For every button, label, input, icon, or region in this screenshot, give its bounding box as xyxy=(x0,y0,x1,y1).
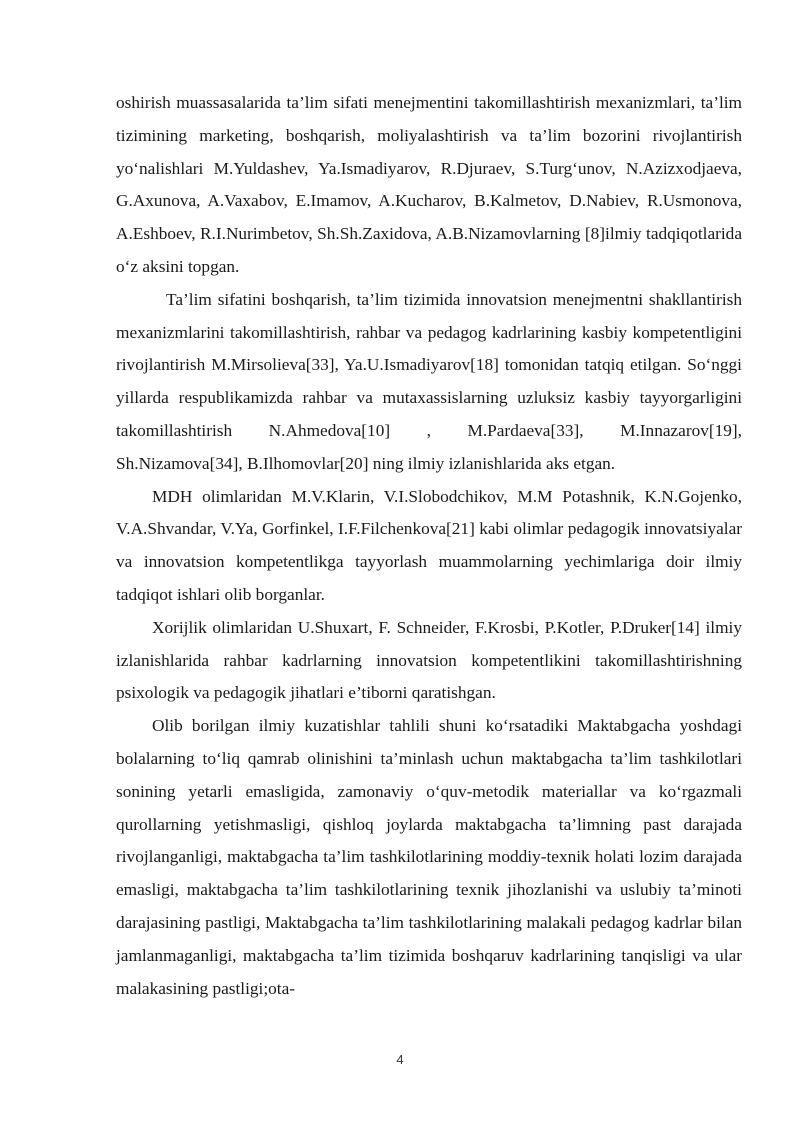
page-number: 4 xyxy=(396,1052,404,1067)
paragraph-3: MDH olimlaridan M.V.Klarin, V.I.Slobodchikov, M.M Potashnik, K.N.Gojenko, V.A.Shvandar, V.Ya, Gorfinkel, I.F.Filchenkova[21] kabi olimlar pedagogik innovatsiyalar va innovatsion kompetentlikga tayyorlash muammolarning yechimlariga doir ilmiy tadqiqot ishlari olib borganlar. xyxy=(116,486,742,604)
paragraph-4: Xorijlik olimlaridan U.Shuxart, F. Schneider, F.Krosbi, P.Kotler, P.Druker[14] ilmiy izlanishlarida rahbar kadrlarning innovatsion kompetentlikini takomillashtirishning psixologik va pedagogik jihatlari e’tiborni qaratishgan. xyxy=(116,617,742,703)
paragraph-2: Ta’lim sifatini boshqarish, ta’lim tizimida innovatsion menejmentni shakllantirish mexanizmlarini takomillashtirish, rahbar va pedagog kadrlarining kasbiy kompetentligini rivojlantirish M.Mirsolieva[33], Ya.U.Ismadiyarov[18] tomonidan tatqiq etilgan. So‘nggi yillarda respublikamizda rahbar va mutaxassislarning uzluksiz kasbiy tayyorgarligini takomillashtirish N.Ahmedova[10] , M.Pardaeva[33], M.Innazarov[19], Sh.Nizamova[34], B.Ilhomovlar[20] ning ilmiy izlanishlarida aks etgan. xyxy=(116,289,742,473)
paragraph-1: oshirish muassasalarida ta’lim sifati menejmentini takomillashtirish mexanizmlari, ta’lim tizimining marketing, boshqarish, moliyalashtirish va ta’lim bozorini rivojlantirish yo‘nalishlari M.Yuldashev, Ya.Ismadiyarov, R.Djuraev, S.Turg‘unov, N.Azizxodjaeva, G.Axunova, A.Vaxabov, E.Imamov, A.Kucharov, B.Kalmetov, D.Nabiev, R.Usmonova, A.Eshboev, R.I.Nurimbetov, Sh.Sh.Zaxidova, A.B.Nizamovlarning [8]ilmiy tadqiqotlarida o‘z aksini topgan. xyxy=(116,93,742,276)
paragraph-5: Olib borilgan ilmiy kuzatishlar tahlili shuni ko‘rsatadiki Maktabgacha yoshdagi bolalarning to‘liq qamrab olinishini ta’minlash uchun maktabgacha ta’lim tashkilotlari sonining yetarli emasligida, zamonaviy o‘quv-metodik materiallar va ko‘rgazmali qurollarning yetishmasligi, qishloq joylarda maktabgacha ta’limning past darajada rivojlanganligi, maktabgacha ta’lim tashkilotlarining moddiy-texnik holati lozim darajada emasligi, maktabgacha ta’lim tashkilotlarining texnik jihozlanishi va uslubiy ta’minoti darajasining pastligi, Maktabgacha ta’lim tashkilotlarining malakali pedagog kadrlar bilan jamlanmaganligi, maktabgacha ta’lim tizimida boshqaruv kadrlarining tanqisligi va ular malakasining pastligi;ota- xyxy=(116,716,742,998)
body-text xyxy=(116,87,742,1005)
